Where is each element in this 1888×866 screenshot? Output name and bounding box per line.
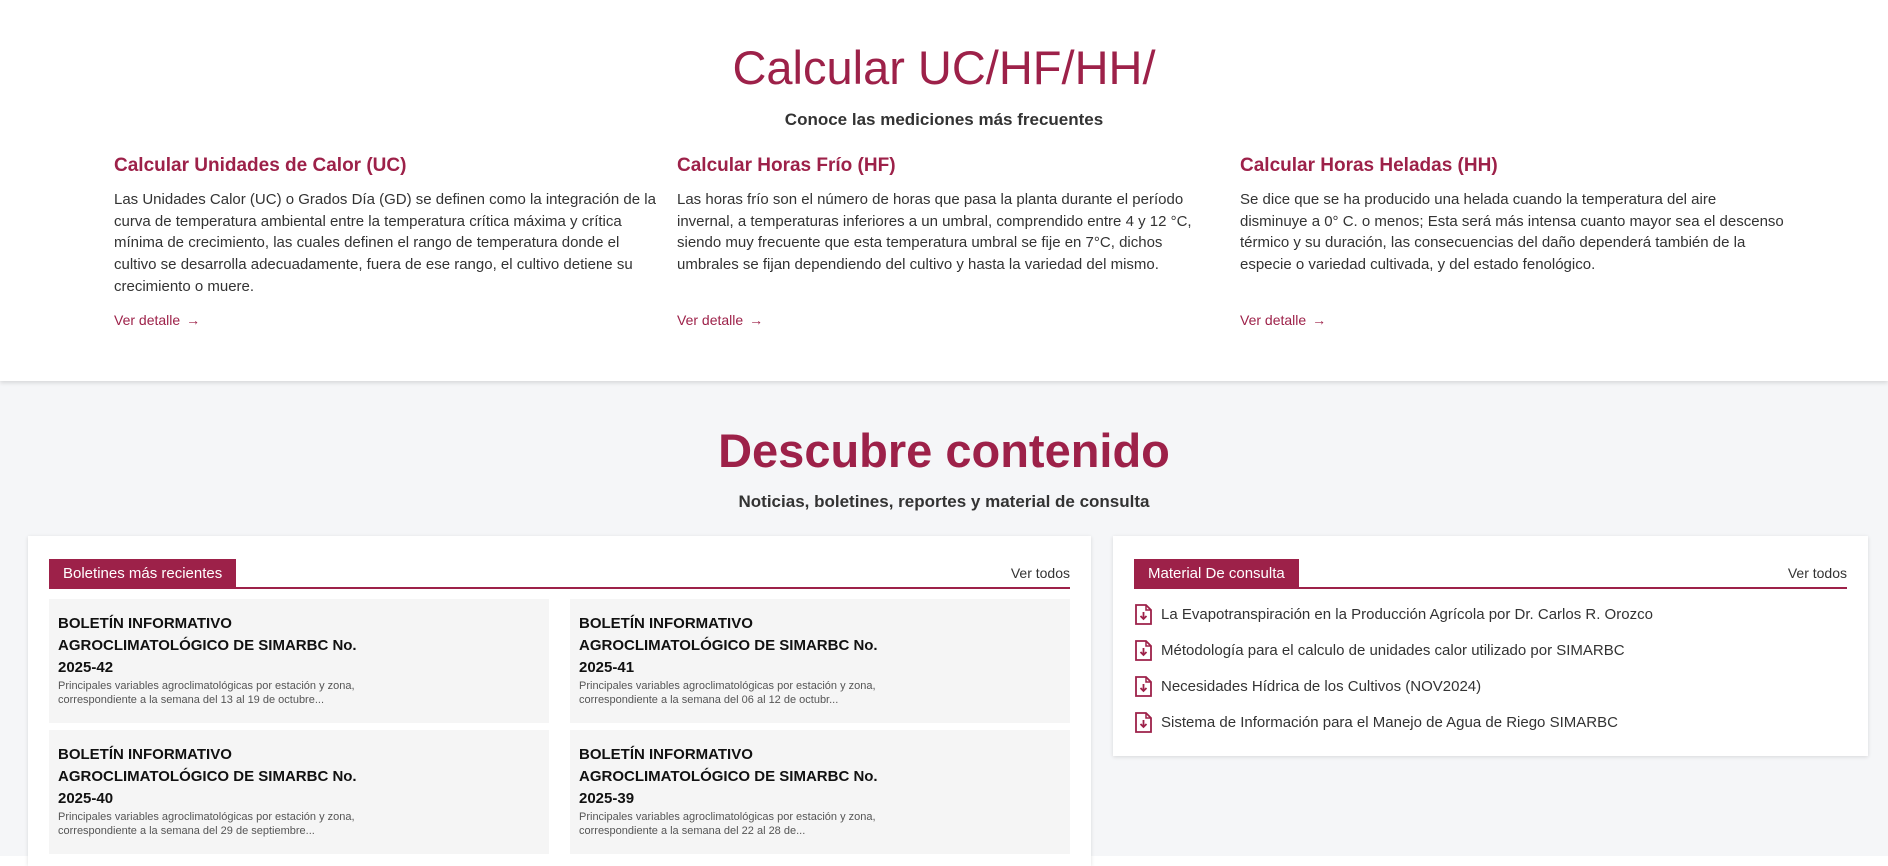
material-label: Necesidades Hídrica de los Cultivos (NOV2024): [1161, 677, 1482, 695]
calc-card-text: Se dice que se ha producido una helada cuando la temperatura del aire disminuye a 0° C. o menos; Esta será más intensa cuanto mayor sea el descenso térmico y su duración, las consecuencias del daño dependerá también de la especie o variedad cultivada, y del estado fenológico.: [1240, 191, 1784, 274]
materials-list: [1134, 596, 1847, 740]
material-link[interactable]: [1134, 596, 1847, 632]
bulletins-panel-header: [49, 559, 1070, 589]
arrow-right-icon: →: [1312, 312, 1327, 328]
detail-link-label: Ver detalle: [114, 312, 181, 328]
bulletin-title: BOLETÍN INFORMATIVO AGROCLIMATOLÓGICO DE SIMARBC No. 2025-40: [58, 746, 357, 807]
materials-tab[interactable]: Material De consulta: [1134, 559, 1299, 589]
arrow-right-icon: →: [186, 312, 201, 328]
calc-section-title: Calcular UC/HF/HH/: [732, 41, 1156, 94]
discover-section: [0, 381, 1888, 856]
calc-card-hf: [677, 155, 1222, 330]
bulletin-desc: Principales variables agroclimatológicas por estación y zona, correspondiente a la semana del 29 de septiembre...: [58, 811, 355, 837]
material-link[interactable]: [1134, 632, 1847, 668]
pdf-download-icon: [1134, 676, 1153, 697]
arrow-right-icon: →: [749, 312, 764, 328]
calc-card-uc: [114, 155, 659, 330]
discover-subtitle: Noticias, boletines, reportes y material de consulta: [738, 492, 1150, 511]
material-label: Métodología para el calculo de unidades calor utilizado por SIMARBC: [1161, 641, 1625, 659]
calc-section: [0, 0, 1888, 381]
calc-card-title: Calcular Horas Frío (HF): [677, 155, 896, 176]
material-link[interactable]: [1134, 704, 1847, 740]
detail-link-uc[interactable]: [114, 312, 200, 328]
bulletin-desc: Principales variables agroclimatológicas por estación y zona, correspondiente a la semana del 13 al 19 de octubre...: [58, 680, 355, 706]
detail-link-label: Ver detalle: [677, 312, 744, 328]
bulletin-card[interactable]: [49, 599, 549, 723]
bulletin-card[interactable]: [570, 730, 1070, 854]
bulletin-card[interactable]: [570, 599, 1070, 723]
material-label: La Evapotranspiración en la Producción Agrícola por Dr. Carlos R. Orozco: [1161, 605, 1653, 623]
calc-card-title: Calcular Horas Heladas (HH): [1240, 155, 1498, 176]
bulletins-panel: [28, 536, 1091, 866]
materials-panel: [1113, 536, 1868, 756]
pdf-download-icon: [1134, 604, 1153, 625]
bulletin-title: BOLETÍN INFORMATIVO AGROCLIMATOLÓGICO DE SIMARBC No. 2025-42: [58, 615, 357, 676]
calc-card-text: Las Unidades Calor (UC) o Grados Día (GD) se definen como la integración de la curva de temperatura ambiental entre la temperatura crítica máxima y crítica mínima de crecimiento, las cuales definen el rango de temperatura donde el cultivo se desarrolla adecuadamente, fuera de ese rango, el cultivo detiene su crecimiento o muere.: [114, 191, 656, 295]
bulletin-card[interactable]: [49, 730, 549, 854]
pdf-download-icon: [1134, 712, 1153, 733]
bulletin-title: BOLETÍN INFORMATIVO AGROCLIMATOLÓGICO DE SIMARBC No. 2025-41: [579, 615, 878, 676]
calc-card-text: Las horas frío son el número de horas que pasa la planta durante el período invernal, a temperaturas inferiores a un umbral, comprendido entre 4 y 12 °C, siendo muy frecuente que esta temperatura umbral se fije en 7°C, dichos umbrales se fijan dependiendo del cultivo y hasta la variedad del mismo.: [677, 191, 1192, 274]
calc-section-subtitle: Conoce las mediciones más frecuentes: [784, 110, 1104, 129]
materials-panel-header: [1134, 559, 1847, 589]
bulletin-desc: Principales variables agroclimatológicas por estación y zona, correspondiente a la semana del 22 al 28 de...: [579, 811, 876, 837]
calc-card-hh: [1240, 155, 1785, 330]
pdf-download-icon: [1134, 640, 1153, 661]
material-label: Sistema de Información para el Manejo de Agua de Riego SIMARBC: [1161, 713, 1618, 731]
detail-link-hh[interactable]: [1240, 312, 1326, 328]
detail-link-hf[interactable]: [677, 312, 763, 328]
material-link[interactable]: [1134, 668, 1847, 704]
calc-card-title: Calcular Unidades de Calor (UC): [114, 155, 407, 176]
bulletins-see-all-link[interactable]: Ver todos: [1010, 565, 1070, 581]
materials-see-all-link[interactable]: Ver todos: [1787, 565, 1847, 581]
bulletins-tab[interactable]: Boletines más recientes: [49, 559, 236, 589]
bulletin-desc: Principales variables agroclimatológicas por estación y zona, correspondiente a la semana del 06 al 12 de octubr...: [579, 680, 876, 706]
detail-link-label: Ver detalle: [1240, 312, 1307, 328]
bulletin-title: BOLETÍN INFORMATIVO AGROCLIMATOLÓGICO DE SIMARBC No. 2025-39: [579, 746, 878, 807]
discover-title: Descubre contenido: [718, 424, 1170, 477]
